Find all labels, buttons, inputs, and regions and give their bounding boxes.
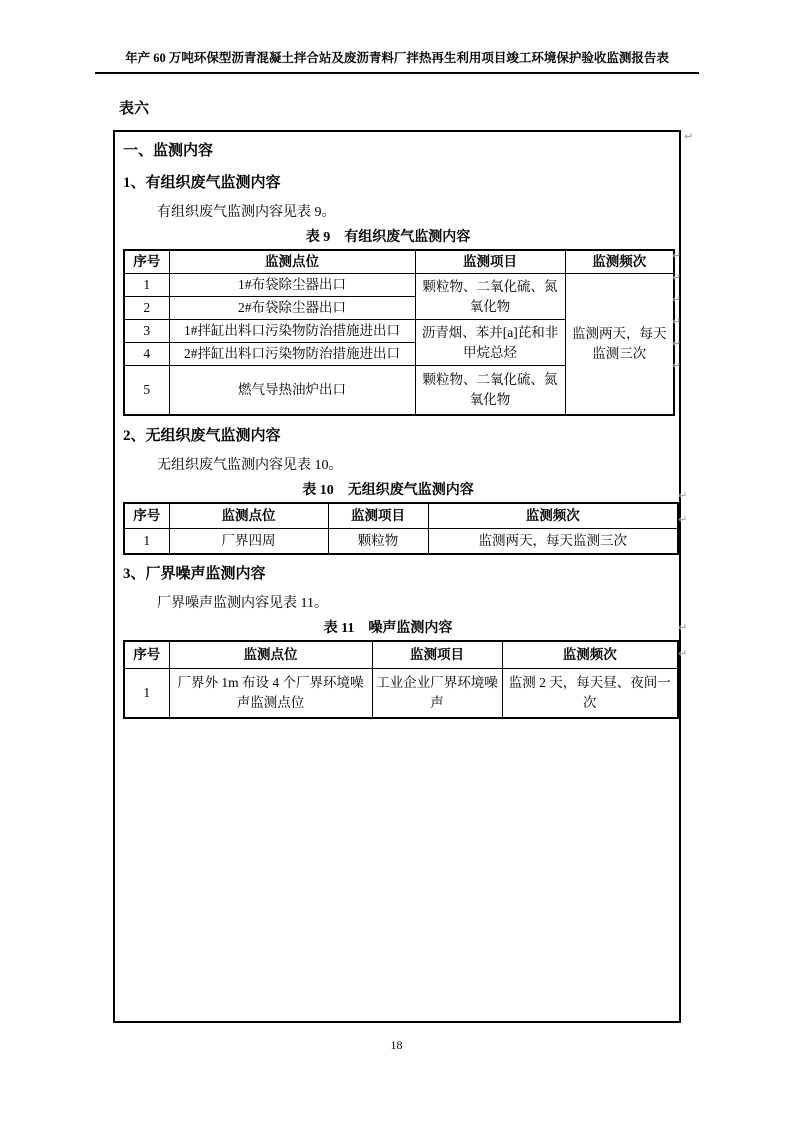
paragraph-mark-icon: ↵	[678, 621, 688, 634]
row-item: 沥青烟、苯并[a]芘和非甲烷总烃	[415, 320, 565, 366]
section2-intro: 无组织废气监测内容见表 10。	[157, 458, 343, 473]
content-box	[113, 130, 681, 1023]
page-number: 18	[390, 1038, 403, 1052]
row-no: 2	[124, 297, 169, 320]
table10-col-freq: 监测频次	[428, 503, 678, 529]
table9-col-freq: 监测频次	[565, 250, 674, 274]
row-item: 工业企业厂界环境噪声	[372, 669, 502, 719]
table9	[123, 249, 675, 416]
row-site: 厂界外 1m 布设 4 个厂界环境噪声监测点位	[169, 669, 372, 719]
paragraph-mark-icon: ↵	[678, 489, 688, 502]
paragraph-mark-icon: ↵	[672, 293, 682, 306]
table10-col-site: 监测点位	[169, 503, 328, 529]
table-row	[124, 669, 678, 719]
page-label: 表六	[119, 101, 150, 117]
table10-title: 表 10 无组织废气监测内容	[302, 483, 474, 498]
row-no: 1	[124, 274, 169, 297]
section3-intro: 厂界噪声监测内容见表 11。	[157, 596, 328, 611]
table9-col-site: 监测点位	[169, 250, 415, 274]
table10	[123, 502, 679, 555]
table11-col-no: 序号	[124, 641, 169, 669]
row-site: 2#布袋除尘器出口	[169, 297, 415, 320]
row-site: 燃气导热油炉出口	[169, 366, 415, 416]
table10-col-no: 序号	[124, 503, 169, 529]
row-site: 厂界四周	[169, 529, 328, 555]
row-frequency: 监测 2 天，每天昼、夜间一次	[502, 669, 678, 719]
table11-col-item: 监测项目	[372, 641, 502, 669]
paragraph-mark-icon: ↵	[672, 337, 682, 350]
row-no: 1	[124, 529, 169, 555]
main-heading: 一、监测内容	[123, 143, 214, 159]
row-site: 1#拌缸出料口污染物防治措施进出口	[169, 320, 415, 343]
table11-title: 表 11 噪声监测内容	[323, 621, 453, 636]
table9-col-no: 序号	[124, 250, 169, 274]
document-header-title: 年产 60 万吨环保型沥青混凝土拌合站及废沥青料厂拌热再生利用项目竣工环境保护验收监测报告表	[125, 51, 669, 65]
table9-header-row	[124, 250, 674, 274]
row-item: 颗粒物、二氧化硫、氮氧化物	[415, 366, 565, 416]
table11-col-site: 监测点位	[169, 641, 372, 669]
table11	[123, 640, 679, 719]
document-header	[95, 50, 699, 74]
table9-col-item: 监测项目	[415, 250, 565, 274]
table-row	[124, 274, 674, 297]
paragraph-mark-icon: ↵	[672, 249, 682, 262]
paragraph-mark-icon: ↵	[672, 315, 682, 328]
table11-col-freq: 监测频次	[502, 641, 678, 669]
row-no: 5	[124, 366, 169, 416]
row-frequency: 监测两天，每天监测三次	[428, 529, 678, 555]
section2-heading: 2、无组织废气监测内容	[123, 428, 281, 444]
row-no: 3	[124, 320, 169, 343]
section3-heading: 3、厂界噪声监测内容	[123, 566, 266, 582]
row-no: 1	[124, 669, 169, 719]
row-site: 1#布袋除尘器出口	[169, 274, 415, 297]
paragraph-mark-icon: ↵	[678, 647, 688, 660]
section1-intro: 有组织废气监测内容见表 9。	[157, 205, 336, 220]
row-item: 颗粒物、二氧化硫、氮氧化物	[415, 274, 565, 320]
paragraph-mark-icon: ↵	[678, 513, 688, 526]
row-item: 颗粒物	[328, 529, 428, 555]
table10-col-item: 监测项目	[328, 503, 428, 529]
paragraph-mark-icon: ↵	[672, 271, 682, 284]
table-row	[124, 529, 678, 555]
table10-header-row	[124, 503, 678, 529]
row-site: 2#拌缸出料口污染物防治措施进出口	[169, 343, 415, 366]
row-no: 4	[124, 343, 169, 366]
table11-header-row	[124, 641, 678, 669]
paragraph-mark-icon: ↵	[684, 130, 694, 143]
row-frequency: 监测两天，每天监测三次	[565, 274, 674, 416]
section1-heading: 1、有组织废气监测内容	[123, 175, 281, 191]
paragraph-mark-icon: ↵	[672, 359, 682, 372]
table9-title: 表 9 有组织废气监测内容	[305, 230, 471, 245]
